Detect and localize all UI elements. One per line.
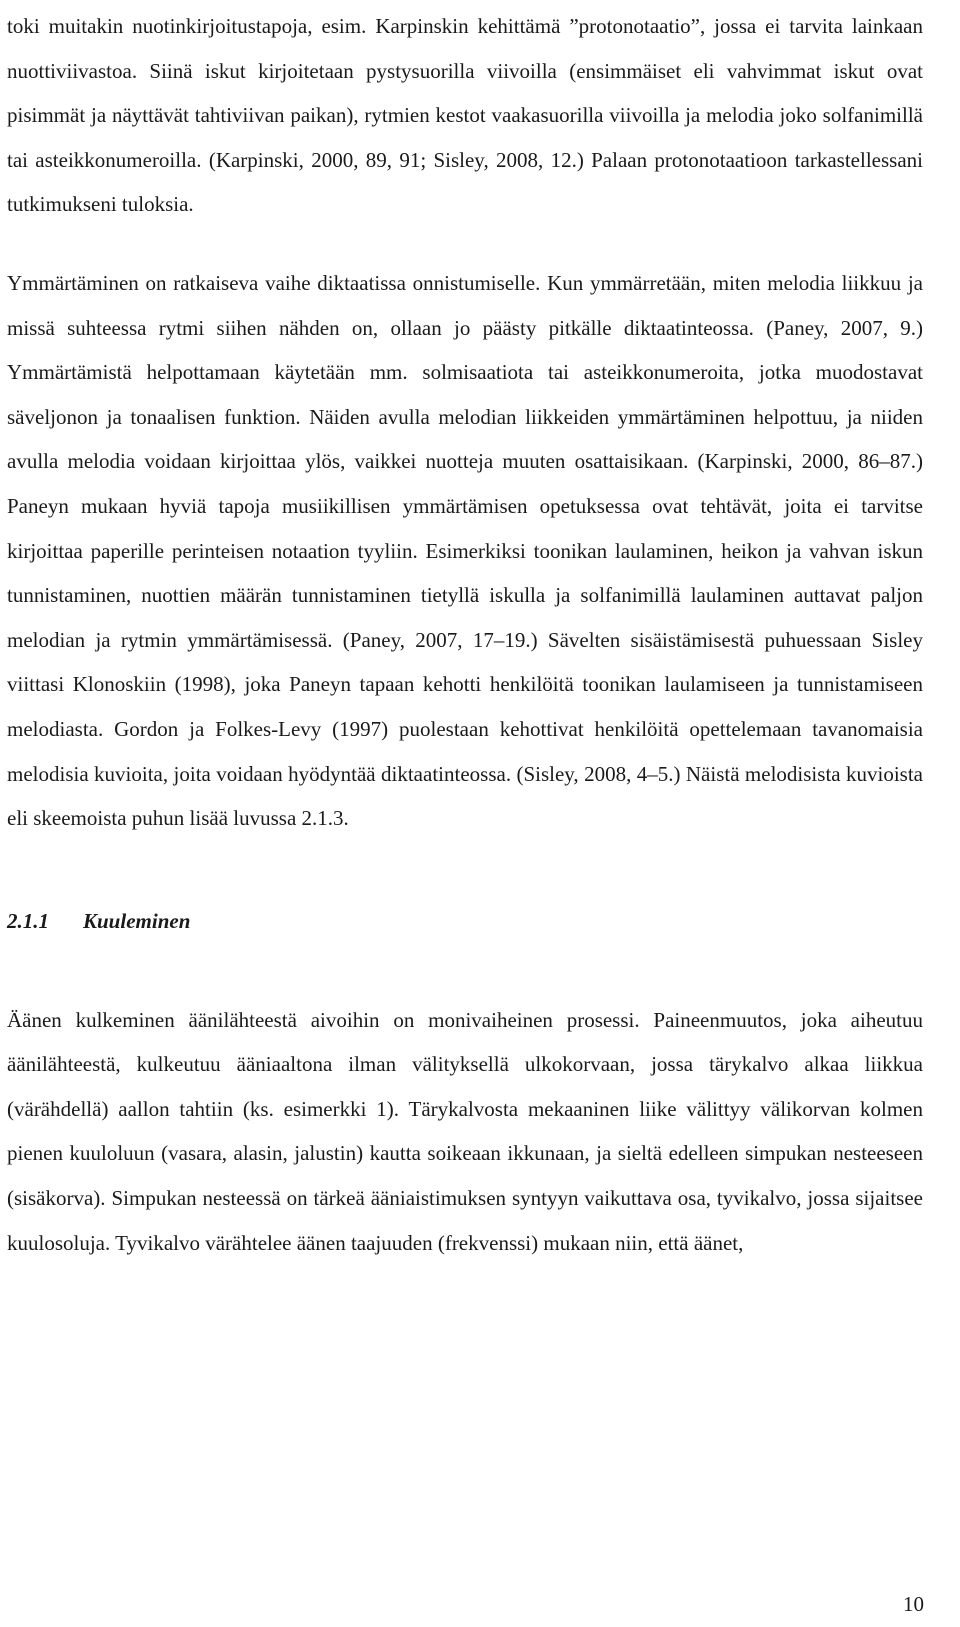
section-number: 2.1.1 (7, 908, 49, 933)
document-page (7, 0, 923, 1265)
body-paragraph-understanding: Ymmärtäminen on ratkaiseva vaihe diktaatissa onnistumiselle. Kun ymmärretään, miten melodia liikkuu ja missä suhteessa rytmi siihen nähden on, ollaan jo päästy pitkälle diktaatinteossa. (Paney, 2007, 9.) Ymmärtämistä helpottamaan käytetään mm. solmisaatiota tai asteikkonumeroita, jotka muodostavat säveljonon ja tonaalisen funktion. Näiden avulla melodian liikkeiden ymmärtäminen helpottuu, ja niiden avulla melodia voidaan kirjoittaa ylös, vaikkei nuotteja muuten osattaisikaan. (Karpinski, 2000, 86–87.) Paneyn mukaan hyviä tapoja musiikillisen ymmärtämisen opetuksessa ovat tehtävät, joita ei tarvitse kirjoittaa paperille perinteisen notaation tyyliin. Esimerkiksi toonikan laulaminen, heikon ja vahvan iskun tunnistaminen, nuottien määrän tunnistaminen tietyllä iskulla ja solfanimillä laulaminen auttavat paljon melodian ja rytmin ymmärtämisessä. (Paney, 2007, 17–19.) Sävelten sisäistämisestä puhuessaan Sisley viittasi Klonoskiin (1998), joka Paneyn tapaan kehotti henkilöitä toonikan laulamiseen ja tunnistamiseen melodiasta. Gordon ja Folkes-Levy (1997) puolestaan kehottivat henkilöitä opettelemaan tavanomaisia melodisia kuvioita, joita voidaan hyödyntää diktaatinteossa. (Sisley, 2008, 4–5.) Näistä melodisista kuvioista eli skeemoista puhun lisää luvussa 2.1.3. (7, 270, 923, 831)
section-heading (7, 899, 923, 943)
section-title: Kuuleminen (83, 908, 191, 933)
body-paragraph-hearing: Äänen kulkeminen äänilähteestä aivoihin on monivaiheinen prosessi. Paineenmuutos, joka aiheutuu äänilähteestä, kulkeutuu ääniaaltona ilman välityksellä ulkokorvaan, jossa tärykalvo alkaa liikkua (värähdellä) aallon tahtiin (ks. esimerkki 1). Tärykalvosta mekaaninen liike välittyy välikorvan kolmen pienen kuuloluun (vasara, alasin, jalustin) kautta soikeaan ikkunaan, ja sieltä edelleen simpukan nesteeseen (sisäkorva). Simpukan nesteessä on tärkeä ääniaistimuksen syntyyn vaikuttava osa, tyvikalvo, jossa sijaitsee kuulosoluja. Tyvikalvo värähtelee äänen taajuuden (frekvenssi) mukaan niin, että äänet, (7, 1007, 923, 1255)
body-paragraph-protonotation: toki muitakin nuotinkirjoitustapoja, esim. Karpinskin kehittämä ”protonotaatio”, jossa ei tarvita lainkaan nuottiviivastoa. Siinä iskut kirjoitetaan pystysuorilla viivoilla (ensimmäiset eli vahvimmat iskut ovat pisimmät ja näyttävät tahtiviivan paikan), rytmien kestot vaakasuorilla viivoilla ja melodia joko solfanimillä tai asteikkonumeroilla. (Karpinski, 2000, 89, 91; Sisley, 2008, 12.) Palaan protonotaatioon tarkastellessani tutkimukseni tuloksia. (7, 14, 923, 217)
page-number: 10 (903, 1592, 924, 1616)
